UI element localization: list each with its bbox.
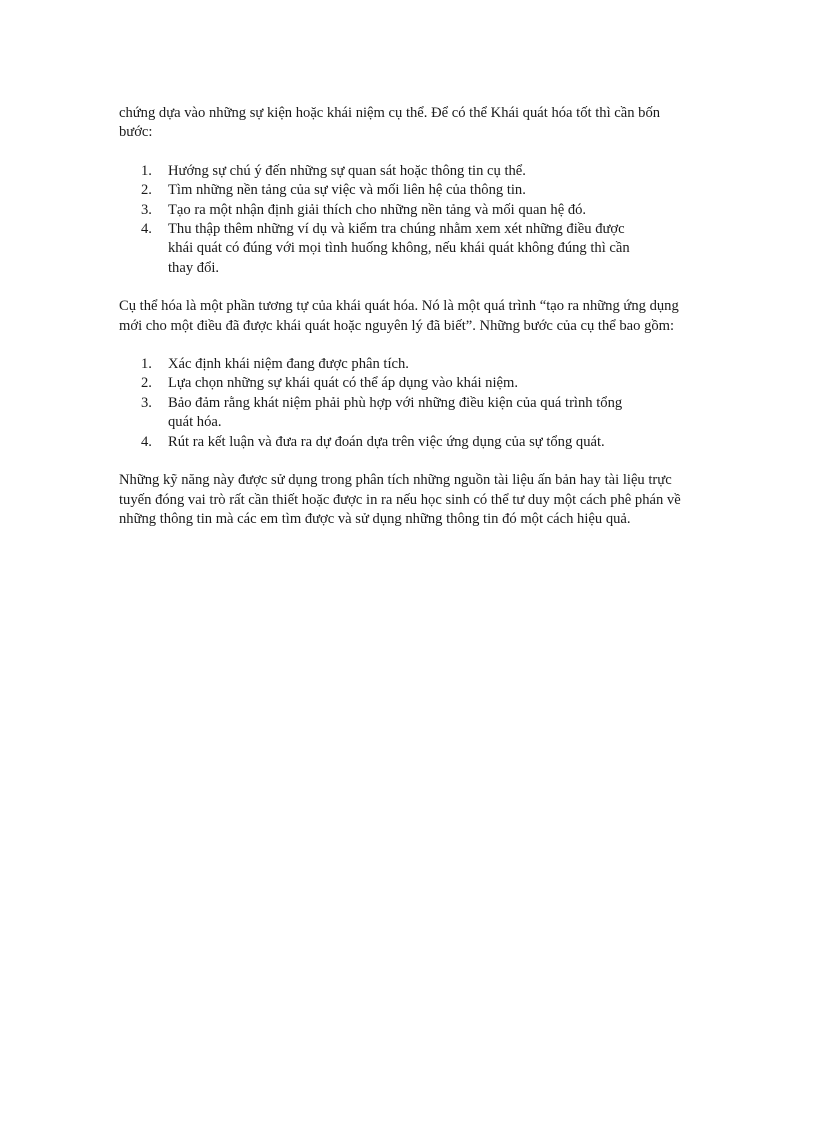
list-item xyxy=(119,394,639,433)
list-item-text: Hướng sự chú ý đến những sự quan sát hoặc thông tin cụ thể. xyxy=(168,162,526,179)
list-item-number: 3. xyxy=(141,201,152,218)
list-item xyxy=(119,374,639,393)
specification-steps-list xyxy=(119,355,639,452)
list-item-text: Tạo ra một nhận định giải thích cho những nền tảng và mối quan hệ đó. xyxy=(168,201,587,218)
list-item-text: Tìm những nền tảng của sự việc và mối liên hệ của thông tin. xyxy=(168,182,526,199)
list-item-number: 3. xyxy=(141,394,152,411)
list-item-number: 2. xyxy=(141,182,152,199)
generalization-steps-list xyxy=(119,162,639,278)
list-item-number: 2. xyxy=(141,375,152,392)
paragraph-specification-intro: Cụ thể hóa là một phần tương tự của khái quát hóa. Nó là một quá trình “tạo ra những ứng dụng mới cho một điều đã được khái quát hoặc nguyên lý đã biết”. Những bước của cụ thể bao gồm: xyxy=(119,298,679,334)
list-item xyxy=(119,355,639,374)
list-item-number: 1. xyxy=(141,356,152,373)
list-item-text: Xác định khái niệm đang được phân tích. xyxy=(168,356,409,373)
list-item xyxy=(119,162,639,181)
list-item-text: Rút ra kết luận và đưa ra dự đoán dựa trên việc ứng dụng của sự tổng quát. xyxy=(168,433,605,450)
list-item-text: Thu thập thêm những ví dụ và kiểm tra chúng nhằm xem xét những điều được khái quát có đúng với mọi tình huống không, nếu khái quát không đúng thì cần thay đổi. xyxy=(168,221,630,276)
list-item-number: 4. xyxy=(141,433,152,450)
list-item xyxy=(119,433,639,452)
list-item xyxy=(119,181,639,200)
list-item xyxy=(119,220,639,278)
list-item-number: 1. xyxy=(141,162,152,179)
paragraph-generalization-intro: chứng dựa vào những sự kiện hoặc khái niệm cụ thể. Để có thể Khái quát hóa tốt thì cần bốn bước: xyxy=(119,105,661,141)
list-item-text: Bảo đảm rằng khát niệm phải phù hợp với những điều kiện của quá trình tổng quát hóa. xyxy=(168,394,623,431)
paragraph-skills-conclusion: Những kỹ năng này được sử dụng trong phân tích những nguồn tài liệu ấn bản hay tài liệu trực tuyến đóng vai trò rất cần thiết hoặc được in ra nếu học sinh có thể tư duy một cách phê phán về những thông tin mà các em tìm được và sử dụng những thông tin đó một cách hiệu quả. xyxy=(119,472,681,527)
list-item-number: 4. xyxy=(141,221,152,238)
document-body xyxy=(119,104,694,529)
list-item xyxy=(119,201,639,220)
list-item-text: Lựa chọn những sự khái quát có thể áp dụng vào khái niệm. xyxy=(168,375,518,392)
